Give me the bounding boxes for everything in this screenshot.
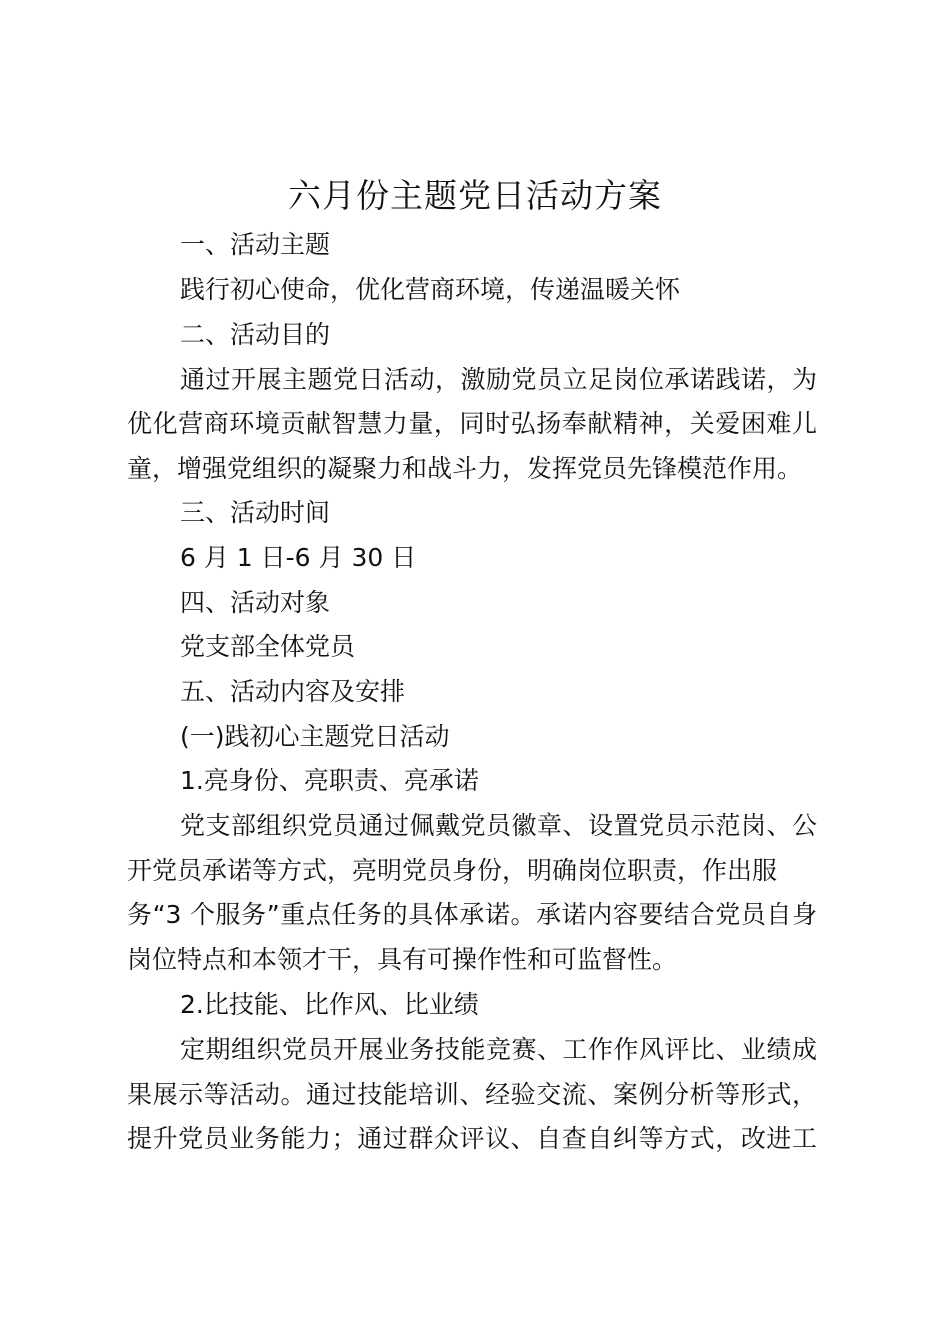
item-heading: 1.亮身份、亮职责、亮承诺 <box>180 766 479 795</box>
section-heading-theme: 一、活动主题 <box>180 230 331 259</box>
section-heading-purpose: 二、活动目的 <box>180 320 331 349</box>
paragraph-line: 定期组织党员开展业务技能竞赛、工作作风评比、业绩成 <box>180 1035 817 1064</box>
paragraph-line: 6 月 1 日-6 月 30 日 <box>180 543 417 572</box>
subsection-heading: (一)践初心主题党日活动 <box>180 722 450 751</box>
paragraph-line: 果展示等活动。通过技能培训、经验交流、案例分析等形式， <box>127 1080 817 1109</box>
paragraph-line: 童，增强党组织的凝聚力和战斗力，发挥党员先锋模范作用。 <box>127 454 803 483</box>
paragraph-line: 开党员承诺等方式，亮明党员身份，明确岗位职责，作出服 <box>127 856 778 885</box>
paragraph-line: 党支部全体党员 <box>180 632 356 661</box>
paragraph-line: 党支部组织党员通过佩戴党员徽章、设置党员示范岗、公 <box>180 811 817 840</box>
section-heading-target: 四、活动对象 <box>180 588 331 617</box>
document-title: 六月份主题党日活动方案 <box>288 176 662 215</box>
paragraph-line: 务“3 个服务”重点任务的具体承诺。承诺内容要结合党员自身 <box>127 900 817 929</box>
paragraph-line: 通过开展主题党日活动，激励党员立足岗位承诺践诺，为 <box>180 365 817 394</box>
item-heading: 2.比技能、比作风、比业绩 <box>180 990 479 1019</box>
paragraph-line: 提升党员业务能力；通过群众评议、自查自纠等方式，改进工 <box>127 1124 817 1153</box>
paragraph-line: 优化营商环境贡献智慧力量，同时弘扬奉献精神，关爱困难儿 <box>127 409 817 438</box>
section-heading-content: 五、活动内容及安排 <box>180 677 406 706</box>
paragraph-line: 岗位特点和本领才干，具有可操作性和可监督性。 <box>127 945 678 974</box>
paragraph-line: 践行初心使命，优化营商环境，传递温暖关怀 <box>180 275 681 304</box>
section-heading-time: 三、活动时间 <box>180 498 331 527</box>
